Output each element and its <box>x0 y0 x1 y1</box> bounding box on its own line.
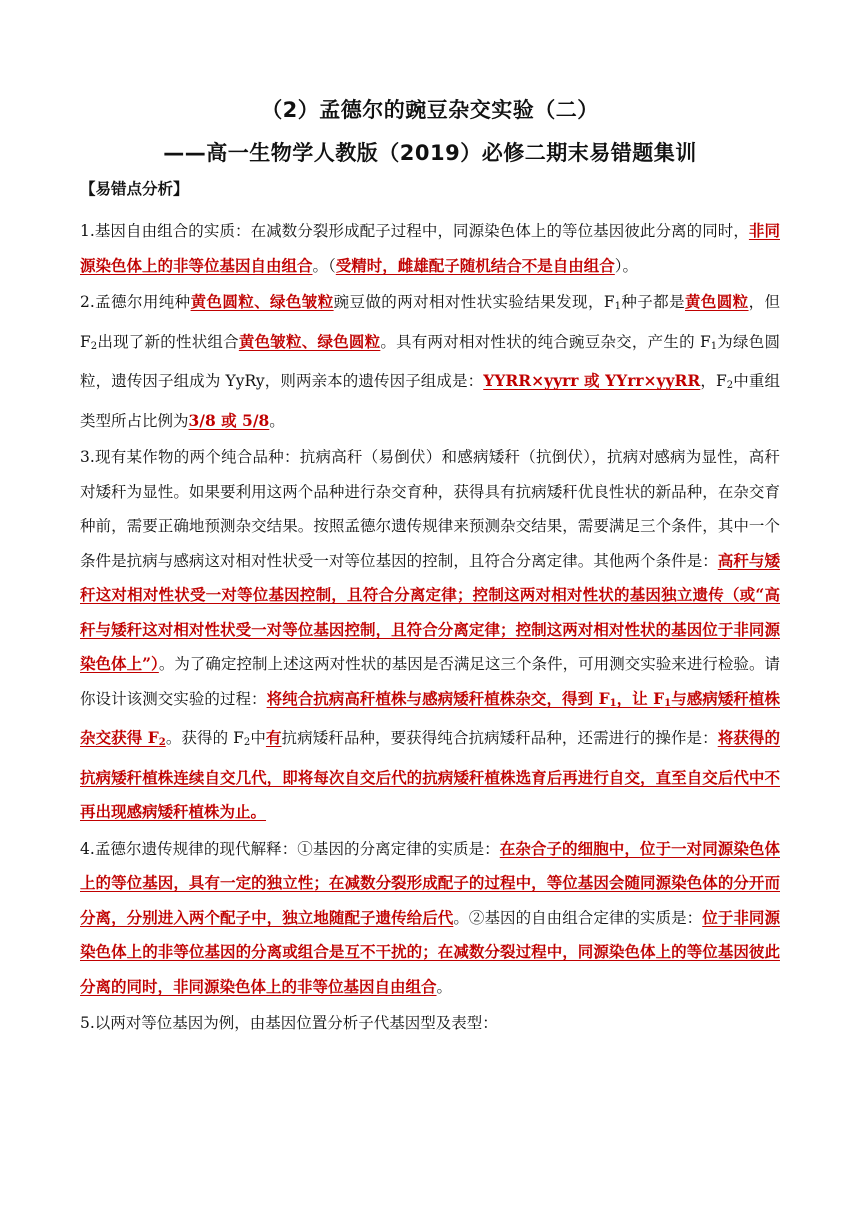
text: 抗病矮秆品种，要获得纯合抗病矮秆品种，还需进行的操作是： <box>281 729 718 747</box>
subscript: 2 <box>726 380 734 391</box>
text: 中 <box>250 729 266 747</box>
text: 中重组类型所占比例为 <box>80 372 780 430</box>
answer-part: ，让 F <box>616 688 665 708</box>
text: 。获得的 F <box>165 729 244 747</box>
answer: 在杂合子的细胞中，位于一对同源染色体上的等位基因，具有一定的独立性；在减数分裂形成配子的过程中，等位基因会随同源染色体的分开而分离，分别进入两个配子中，独立地随配子遗传给后代 <box>80 838 780 927</box>
document-title: （2）孟德尔的豌豆杂交实验（二） <box>261 98 599 122</box>
document-subtitle: ——高一生物学人教版（2019）必修二期末易错题集训 <box>163 141 697 165</box>
text: 。具有两对相对性状的纯合豌豆杂交，产生的 F <box>380 332 711 351</box>
paragraph-3 <box>80 440 780 830</box>
text: 5.以两对等位基因为例，由基因位置分析子代基因型及表型： <box>80 1014 498 1032</box>
text: 种子都是 <box>620 293 685 311</box>
subscript: 2 <box>243 737 251 748</box>
answer: 黄色圆粒、绿色皱粒 <box>190 292 334 311</box>
text: 4.孟德尔遗传规律的现代解释：①基因的分离定律的实质是： <box>80 839 500 858</box>
paragraph-1 <box>80 214 780 283</box>
text: 。 <box>269 411 285 430</box>
subscript: 1 <box>710 340 718 352</box>
subscript: 2 <box>90 340 98 352</box>
subscript: 1 <box>609 697 617 709</box>
answer: 受精时，雌雄配子随机结合不是自由组合 <box>335 255 615 275</box>
paragraph-5 <box>80 1006 780 1041</box>
text: 3.现有某作物的两个纯合品种：抗病高秆（易倒伏）和感病矮秆（抗倒伏），抗病对感病为显性，高秆对矮秆为显性。如果要利用这两个品种进行杂交育种，获得具有抗病矮秆优良性状的新品种，在杂交育种前，需要正确地预测杂交结果。按照孟德尔遗传规律来预测杂交结果，需要满足三个条件，其中一个条件是抗病与感病这对相对性状受一对等位基因的控制，且符合分离定律。其他两个条件是： <box>80 448 780 570</box>
answer: 将获得的抗病矮秆植株连续自交几代，即将每次自交后代的抗病矮秆植株选育后再进行自交，直至自交后代中不再出现感病矮秆植株为止。 <box>80 728 780 821</box>
section-label: 【易错点分析】 <box>80 180 189 198</box>
text: ，F <box>700 372 727 390</box>
text: 。（ <box>312 256 336 275</box>
text: 出现了新的性状组合 <box>97 332 239 351</box>
text: 为绿色圆粒，遗传因子组成为 YyRy，则两亲本的遗传因子组成是： <box>80 332 780 390</box>
text: ）。 <box>614 256 639 275</box>
subscript: 1 <box>664 697 672 709</box>
answer: 黄色圆粒 <box>684 292 749 311</box>
paragraph-4 <box>80 832 780 1005</box>
text: 豌豆做的两对相对性状实验结果发现，F <box>333 293 615 311</box>
text: 。 <box>436 977 453 996</box>
subscript: 1 <box>614 301 621 312</box>
paragraph-2 <box>80 285 780 438</box>
document-page <box>80 92 780 1041</box>
answer: 黄色皱粒、绿色圆粒 <box>238 331 381 351</box>
subscript: 2 <box>158 737 166 748</box>
answer-part: 与感病矮秆植株杂交获得 F <box>80 688 780 747</box>
text: 1.基因自由组合的实质：在减数分裂形成配子过程中，同源染色体上的等位基因彼此分离的同时， <box>80 222 749 240</box>
answer: YYRR×yyrr 或 YYrr×yyRR <box>483 371 701 390</box>
text: 。②基因的自由组合定律的实质是： <box>453 908 703 927</box>
answer: 3/8 或 5/8 <box>188 410 270 430</box>
answer: 位于非同源染色体上的非等位基因的分离或组合是互不干扰的；在减数分裂过程中，同源染色体上的等位基因彼此分离的同时，非同源染色体上的非等位基因自由组合 <box>80 907 780 996</box>
answer-part: 将纯合抗病高秆植株与感病矮秆植株杂交，得到 F <box>266 688 610 708</box>
answer: 有 <box>265 728 282 747</box>
answer: 高秆与矮秆这对相对性状受一对等位基因控制，且符合分离定律；控制这两对相对性状的基因独立遗传（或“高秆与矮秆这对相对性状受一对等位基因控制，且符合分离定律；控制这两对相对性状的基因位于非同源染色体上”） <box>80 550 780 673</box>
text: 2.孟德尔用纯种 <box>80 293 191 311</box>
text: ，但 F <box>80 293 780 351</box>
answer: 非同源染色体上的非等位基因自由组合 <box>80 221 780 275</box>
text: 。为了确定控制上述这两对性状的基因是否满足这三个条件，可用测交实验来进行检验。请你设计该测交实验的过程： <box>80 655 780 708</box>
